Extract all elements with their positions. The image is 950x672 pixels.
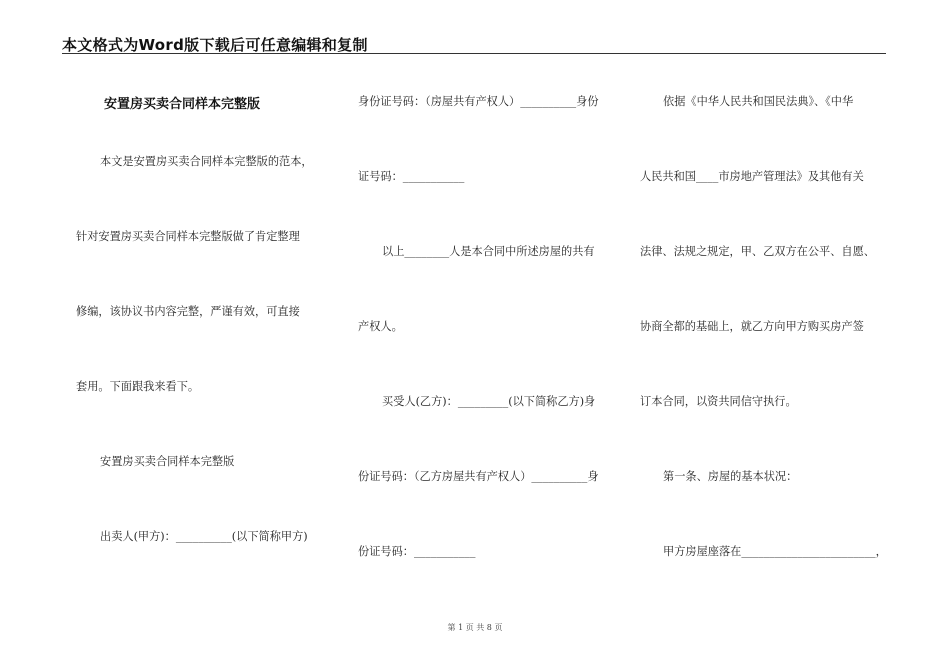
paragraph-line: 依据《中华人民共和国民法典》、《中华 <box>663 95 854 108</box>
document-banner: 本文格式为Word版下载后可任意编辑和复制 <box>62 36 368 54</box>
section-heading: 第一条、房屋的基本状况： <box>663 470 798 483</box>
paragraph-line: 人民共和国____市房地产管理法》及其他有关 <box>640 170 864 183</box>
paragraph-line: 针对安置房买卖合同样本完整版做了肯定整理 <box>76 230 300 243</box>
paragraph-line: 身份证号码：（房屋共有产权人）__________身份 <box>358 95 599 108</box>
document-title: 安置房买卖合同样本完整版 <box>104 97 261 112</box>
paragraph-line: 法律、法规之规定，甲、乙双方在公平、自愿、 <box>640 245 875 258</box>
paragraph-line: 份证号码：___________ <box>358 545 476 558</box>
paragraph-line: 甲方房屋座落在________________________， <box>663 545 887 558</box>
section-heading: 安置房买卖合同样本完整版 <box>100 455 235 468</box>
page-number: 第 1 页 共 8 页 <box>447 623 503 632</box>
paragraph-line: 以上________人是本合同中所述房屋的共有 <box>382 245 595 258</box>
header-divider <box>62 53 886 54</box>
paragraph-line: 份证号码：（乙方房屋共有产权人）__________身 <box>358 470 599 483</box>
paragraph-line: 订本合同，以资共同信守执行。 <box>640 395 797 408</box>
paragraph-line: 出卖人(甲方)：__________(以下简称甲方) <box>100 530 308 543</box>
paragraph-line: 证号码：___________ <box>358 170 465 183</box>
paragraph-line: 协商全都的基础上，就乙方向甲方购买房产签 <box>640 320 864 333</box>
paragraph-line: 修编，该协议书内容完整，严谨有效，可直接 <box>76 305 300 318</box>
paragraph-line: 本文是安置房买卖合同样本完整版的范本， <box>100 155 313 168</box>
paragraph-line: 套用。下面跟我来看下。 <box>76 380 200 393</box>
paragraph-line: 买受人(乙方)：_________(以下简称乙方)身 <box>382 395 596 408</box>
paragraph-line: 产权人。 <box>358 320 403 333</box>
